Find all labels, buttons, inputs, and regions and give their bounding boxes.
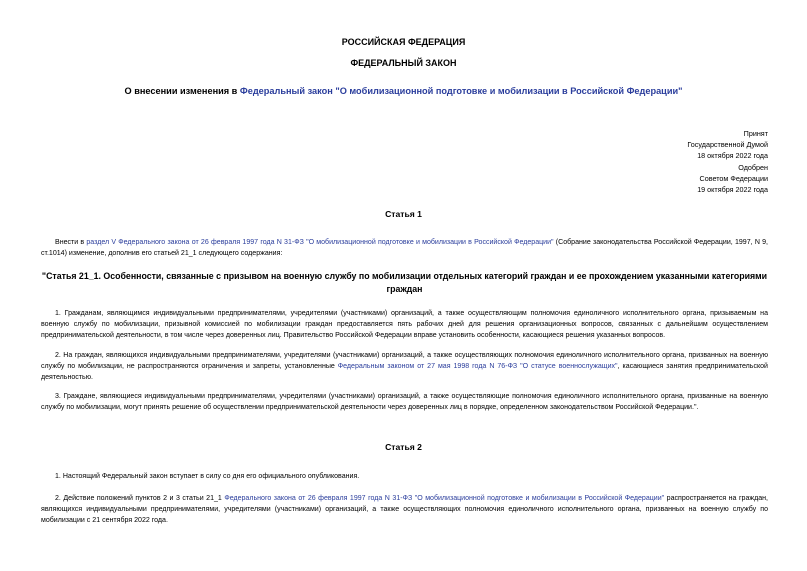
article-2-heading: Статья 2: [385, 442, 422, 452]
intro-prefix: Внести в: [55, 239, 87, 246]
approval-line: Одобрен: [738, 162, 768, 172]
item-2-prefix: 2. На граждан, являющихся индивидуальными предпринимателями, учредителями (участниками) организаций, а также осуществляющих полномочия единоличного исполнительного органа, призванных на военную службу по мобилизации, не распространяются ограничения и запреты, установленные: [41, 352, 768, 370]
federal-law-31fz-link[interactable]: Федерального закона от 26 февраля 1997 года N 31-ФЗ "О мобилизационной подготовке и мобилизации в Российской Федерации": [118, 239, 554, 246]
article-2-item-1: 1. Настоящий Федеральный закон вступает в силу со дня его официального опубликования.: [55, 473, 360, 480]
intro-suffix: (Собрание законодательства Российской Федерации, 1997, N 9, ст.1014) изменение, дополнив его статьей 21_1 следующего содержания:: [41, 239, 769, 257]
new-article-title: "Статья 21_1. Особенности, связанные с призывом на военную службу по мобилизации отдельных категорий граждан и ее прохождением указанными категориями граждан: [41, 271, 768, 294]
article-21-1-item-1: 1. Гражданам, являющимся индивидуальными предпринимателями, учредителями (участниками) организаций, а также осуществляющим полномочия единоличного исполнительного органа, призываемым на военную службу по мобилизации, призывной комиссией по мобилизации граждан предоставляется пять рабочих дней для решения организационных вопросов, связанных с дальнейшим осуществлением предпринимательской деятельности, в том числе через доверенных лиц. Правительство Российской Федерации вправе установить особенности, касающиеся решения указанных вопросов.: [41, 310, 768, 339]
approval-line: Государственной Думой: [687, 140, 768, 150]
article-21-1-item-2: [41, 351, 768, 384]
approval-line: Принят: [743, 129, 768, 138]
approval-line: Советом Федерации: [699, 173, 768, 183]
article-21-1-item-3: 3. Граждане, являющиеся индивидуальными предпринимателями, учредителями (участниками) организаций, а также осуществляющие полномочия единоличного исполнительного органа, призванные на военную службу по мобилизации, могут принять решение об осуществлении предпринимательской деятельности через доверенных лиц в порядке, определенном законодательством Российской Федерации.".: [41, 393, 768, 411]
law-title-link[interactable]: Федеральный закон "О мобилизационной подготовке и мобилизации в Российской Федерации": [239, 86, 683, 96]
approval-block: [568, 128, 768, 195]
federal-law-31fz-link-2[interactable]: Федерального закона от 26 февраля 1997 года N 31-ФЗ "О мобилизационной подготовке и мобилизации в Российской Федерации": [224, 495, 665, 502]
law-title-prefix: О внесении изменения в: [124, 86, 240, 96]
article-2-item-2: [41, 494, 768, 527]
approval-line: 19 октября 2022 года: [697, 185, 768, 195]
article-1-heading: Статья 1: [385, 209, 422, 219]
article-1-intro: [41, 238, 768, 260]
item-2-suffix: , касающиеся занятия предпринимательской деятельностью.: [41, 362, 768, 381]
law-type-heading: ФЕДЕРАЛЬНЫЙ ЗАКОН: [350, 58, 457, 68]
approval-line: 18 октября 2022 года: [697, 151, 768, 161]
art2-item-2-prefix: 2. Действие положений пунктов 2 и 3 статьи 21_1: [55, 495, 225, 502]
law-title: [40, 86, 767, 96]
art2-item-2-suffix: распространяется на граждан, являющихся индивидуальными предпринимателями, учредителями (участниками) организаций, а также осуществляющих полномочия единоличного исполнительного органа, призванных на военную службу по мобилизации с 21 сентября 2022 года.: [41, 495, 768, 524]
federal-law-76fz-link[interactable]: Федеральным законом от 27 мая 1998 года N 76-ФЗ "О статусе военнослужащих": [337, 362, 618, 370]
section-v-link[interactable]: раздел V: [86, 239, 117, 246]
country-heading: РОССИЙСКАЯ ФЕДЕРАЦИЯ: [341, 37, 466, 47]
